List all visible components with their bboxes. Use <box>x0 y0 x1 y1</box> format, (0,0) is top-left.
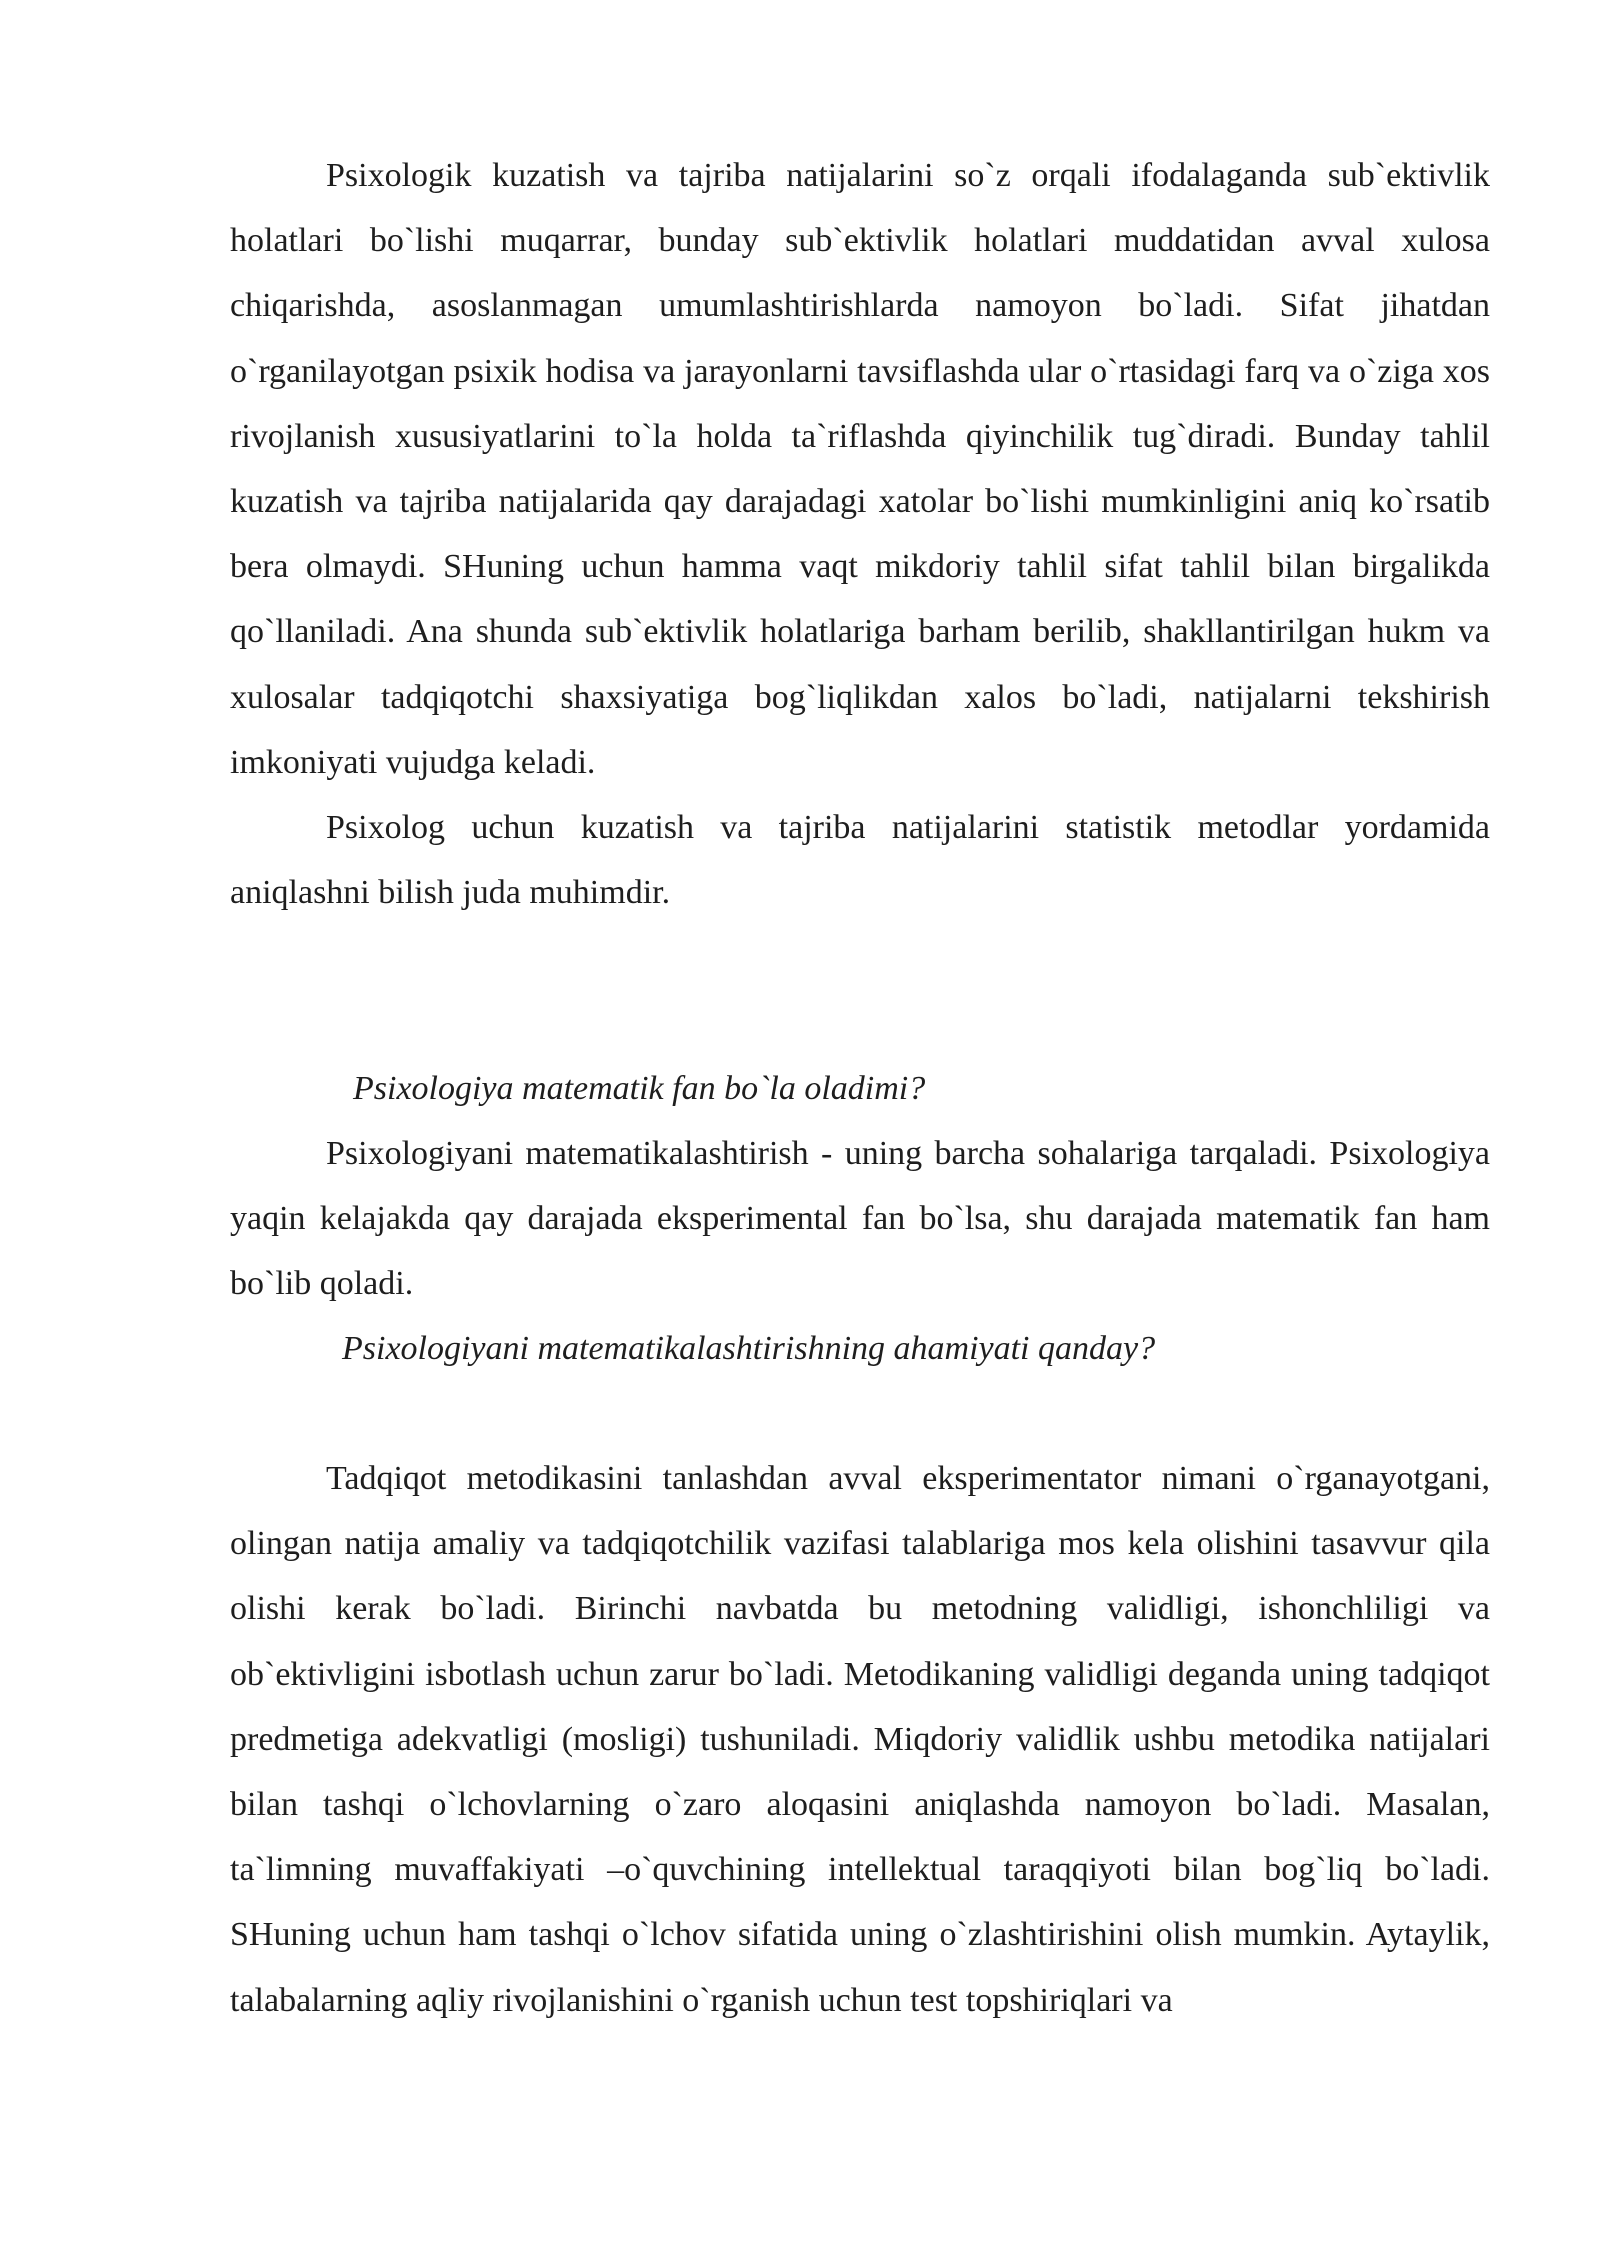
paragraph-methodology: Tadqiqot metodikasini tanlashdan avval eksperimentator nimani o`rganayotgani, olingan natija amaliy va tadqiqotchilik vazifasi talablariga mos kela olishini tasavvur qila olishi kerak bo`ladi. Birinchi navbatda bu metodning validligi, ishonchliligi va ob`ektivligini isbotlash uchun zarur bo`ladi. Metodikaning validligi deganda uning tadqiqot predmetiga adekvatligi (mosligi) tushuniladi. Miqdoriy validlik ushbu metodika natijalari bilan tashqi o`lchovlarning o`zaro aloqasini aniqlashda namoyon bo`ladi. Masalan, ta`limning muvaffakiyati –o`quvchining intellektual taraqqiyoti bilan bog`liq bo`ladi. SHuning uchun ham tashqi o`lchov sifatida uning o`zlashtirishini olish mumkin. Aytaylik, talabalarning aqliy rivojlanishini o`rganish uchun test topshiriqlari va <box>230 1460 1490 2019</box>
question-heading-1: Psixologiya matematik fan bo`la oladimi? <box>353 1070 926 1107</box>
methodology-section <box>230 1446 1490 2033</box>
mathematization-section <box>230 1121 1490 1317</box>
paragraph-subjectivity: Psixologik kuzatish va tajriba natijalarini so`z orqali ifodalaganda sub`ektivlik holatlari bo`lishi muqarrar, bunday sub`ektivlik holatlari muddatidan avval xulosa chiqarishda, asoslanmagan umumlashtirishlarda namoyon bo`ladi. Sifat jihatdan o`rganilayotgan psixik hodisa va jarayonlarni tavsiflashda ular o`rtasidagi farq va o`ziga xos rivojlanish xususiyatlarini to`la holda ta`riflashda qiyinchilik tug`diradi. Bunday tahlil kuzatish va tajriba natijalarida qay darajadagi xatolar bo`lishi mumkinligini aniq ko`rsatib bera olmaydi. SHuning uchun hamma vaqt mikdoriy tahlil sifat tahlil bilan birgalikda qo`llaniladi. Ana shunda sub`ektivlik holatlariga barham berilib, shakllantirilgan hukm va xulosalar tadqiqotchi shaxsiyatiga bog`liqlikdan xalos bo`ladi, natijalarni tekshirish imkoniyati vujudga keladi. <box>230 157 1490 781</box>
question-heading-1-wrapper <box>230 1056 1490 1121</box>
question-heading-2: Psixologiyani matematikalashtirishning ahamiyati qanday? <box>342 1330 1156 1367</box>
paragraph-statistics: Psixolog uchun kuzatish va tajriba natijalarini statistik metodlar yordamida aniqlashni bilish juda muhimdir. <box>230 809 1490 912</box>
paragraph-mathematization: Psixologiyani matematikalashtirish - uning barcha sohalariga tarqaladi. Psixologiya yaqin kelajakda qay darajada eksperimental fan bo`lsa, shu darajada matematik fan ham bo`lib qoladi. <box>230 1135 1490 1303</box>
intro-section <box>230 143 1490 925</box>
question-heading-2-wrapper <box>230 1316 1490 1381</box>
